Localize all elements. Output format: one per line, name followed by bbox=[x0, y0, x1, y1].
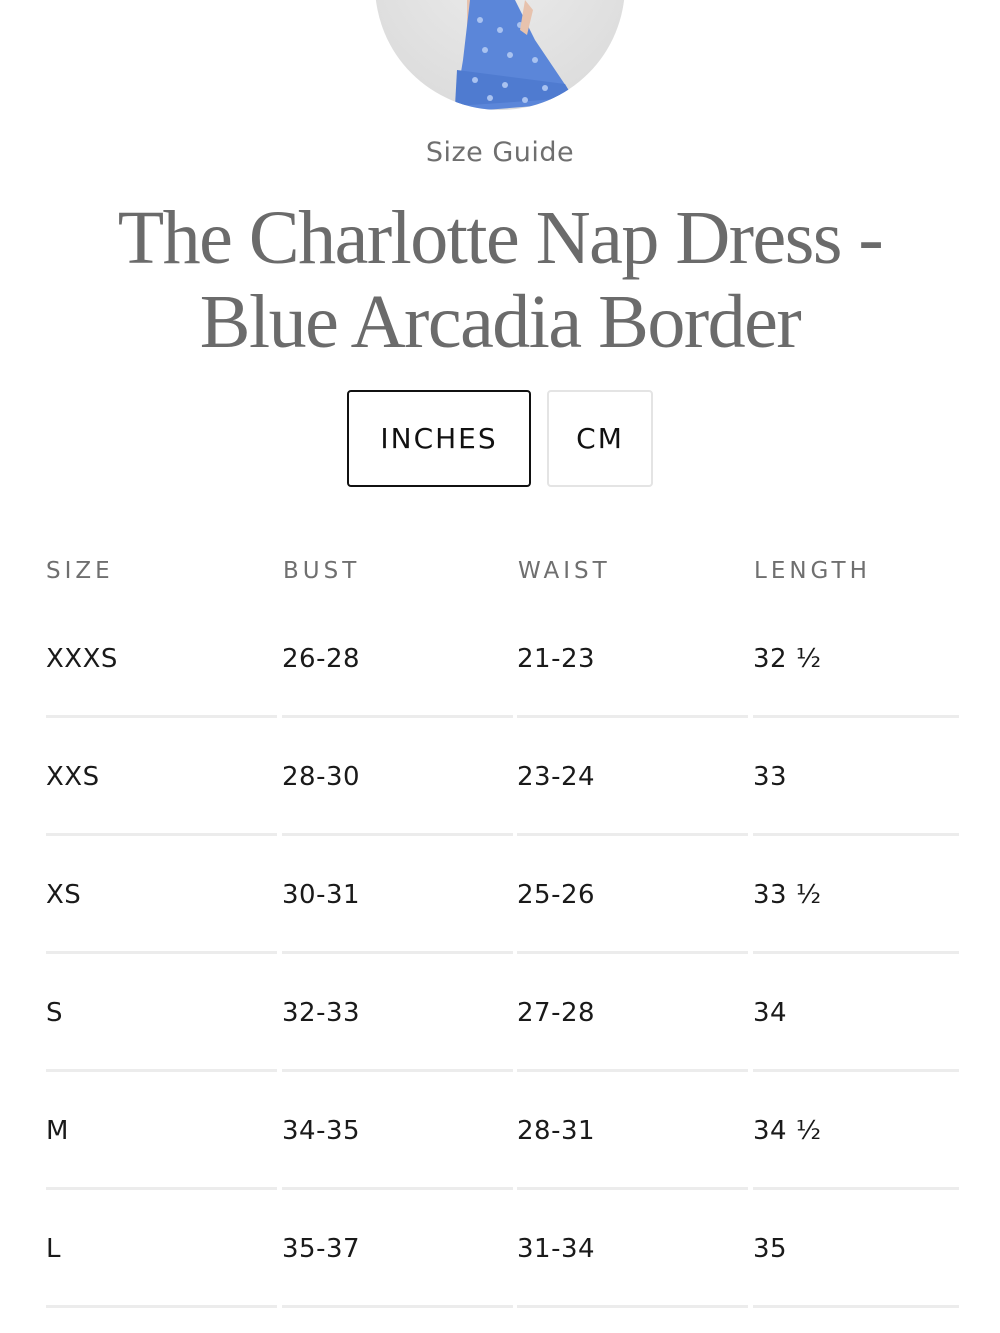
size-cell: L bbox=[46, 1234, 61, 1264]
waist-cell: 28-31 bbox=[517, 1116, 596, 1146]
waist-cell: 31-34 bbox=[517, 1234, 596, 1264]
product-title: The Charlotte Nap Dress - Blue Arcadia Border bbox=[117, 196, 883, 364]
size-cell: S bbox=[46, 998, 64, 1028]
length-cell: 33 bbox=[753, 762, 788, 792]
length-cell: 34 bbox=[753, 998, 788, 1028]
waist-cell: 23-24 bbox=[517, 762, 596, 792]
column-header-waist: WAIST bbox=[518, 558, 611, 584]
size-cell: XXXS bbox=[46, 644, 118, 674]
waist-cell: 21-23 bbox=[517, 644, 596, 674]
table-row bbox=[0, 1074, 1000, 1192]
bust-cell: 34-35 bbox=[282, 1116, 361, 1146]
bust-cell: 35-37 bbox=[282, 1234, 361, 1264]
length-cell: 34 ½ bbox=[753, 1116, 822, 1146]
dress-image bbox=[375, 0, 625, 110]
size-cell: M bbox=[46, 1116, 69, 1146]
table-row bbox=[0, 838, 1000, 956]
column-header-bust: BUST bbox=[283, 558, 361, 584]
size-cell: XXS bbox=[46, 762, 100, 792]
column-header-length: LENGTH bbox=[754, 558, 871, 584]
waist-cell: 27-28 bbox=[517, 998, 596, 1028]
bust-cell: 28-30 bbox=[282, 762, 361, 792]
unit-toggle-inches[interactable]: INCHES bbox=[347, 390, 531, 487]
bust-cell: 32-33 bbox=[282, 998, 361, 1028]
length-cell: 32 ½ bbox=[753, 644, 822, 674]
column-header-size: SIZE bbox=[46, 558, 114, 584]
product-thumbnail bbox=[375, 0, 625, 110]
size-cell: XS bbox=[46, 880, 82, 910]
length-cell: 33 ½ bbox=[753, 880, 822, 910]
unit-toggle-cm[interactable]: CM bbox=[547, 390, 653, 487]
bust-cell: 26-28 bbox=[282, 644, 361, 674]
waist-cell: 25-26 bbox=[517, 880, 596, 910]
table-row bbox=[0, 720, 1000, 838]
table-row bbox=[0, 956, 1000, 1074]
table-row bbox=[0, 1192, 1000, 1310]
bust-cell: 30-31 bbox=[282, 880, 361, 910]
size-guide-label: Size Guide bbox=[425, 137, 575, 168]
table-row bbox=[0, 602, 1000, 720]
length-cell: 35 bbox=[753, 1234, 788, 1264]
